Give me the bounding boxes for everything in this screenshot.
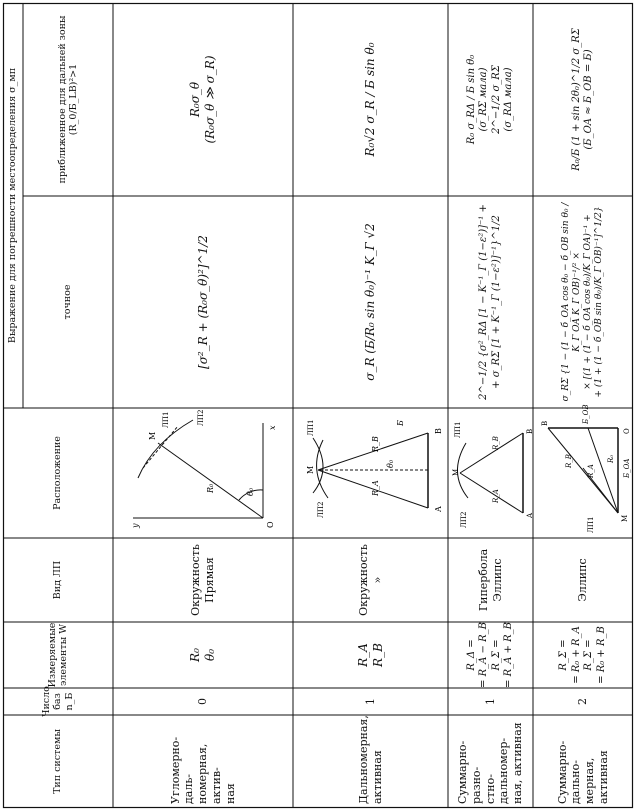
svg-text:B: B (526, 428, 534, 434)
svg-text:ЛП1: ЛП1 (454, 421, 462, 438)
row4-system-type: Суммарно-дально- мерная, активная (555, 740, 610, 804)
svg-text:x: x (268, 425, 277, 430)
row4-layout-diagram (533, 404, 633, 538)
row1-layout-diagram (113, 408, 293, 538)
svg-text:R₀: R₀ (607, 454, 615, 463)
header-approx: приближенное для дальней зоны (R_0/Б_LB)²>1 (56, 15, 79, 184)
row2-lp-type: Окружность » (356, 544, 384, 616)
svg-text:Б_OB: Б_OB (582, 404, 590, 424)
row2-num-bases: 1 (363, 698, 377, 705)
svg-text:θ₀: θ₀ (246, 487, 255, 496)
row4-num-bases: 2 (576, 698, 590, 705)
row3-approx-formula: R₀ σ_RΔ / Б sin θ₀ (σ_RΣ мала) 2^−1/2 σ_RΣ (σ_RΔ мала) (465, 54, 514, 145)
svg-text:Б_OA: Б_OA (623, 458, 631, 478)
row2-layout-diagram (293, 408, 448, 538)
row1-exact-formula: [σ²_R + (R₀σ_θ)²]^1/2 (195, 235, 210, 369)
header-layout: Расположение (52, 436, 64, 510)
svg-text:ЛП1: ЛП1 (162, 411, 170, 428)
row1-lp-type: Окружность Прямая (189, 544, 216, 616)
svg-text:R_B: R_B (565, 454, 573, 468)
row3-layout-diagram (448, 408, 533, 538)
row4-exact-formula: σ_RΣ {1 − (1 − б_OA cos θ₀ − б_OB sin θ₀ / K_Г OA K_Г OB)⁻¹/² × × [(1 + (1 − б_OA cos θ₀)/K_Г OA)⁻¹ + + (1 + (1 − б_OB sin θ₀)/K_Г OB)⁻¹]^1/2} (560, 202, 605, 402)
svg-text:A: A (526, 512, 534, 518)
svg-text:B: B (541, 420, 549, 426)
svg-text:R₀: R₀ (206, 483, 215, 493)
svg-text:O: O (266, 521, 275, 528)
svg-text:R_A: R_A (587, 464, 595, 478)
header-measured: Измеряемые элементы W (46, 622, 69, 688)
svg-text:ЛП2: ЛП2 (317, 501, 325, 518)
row2-system-type: Дальномерная, активная (356, 715, 384, 804)
header-system-type: Тип системы (52, 729, 64, 794)
svg-text:M: M (148, 431, 157, 440)
row4-lp-type: Эллипс (576, 558, 590, 602)
svg-text:ЛП2: ЛП2 (197, 409, 205, 426)
svg-text:M: M (306, 465, 315, 474)
svg-text:R_A: R_A (492, 489, 500, 503)
svg-text:M: M (621, 514, 629, 522)
row2-exact-formula: σ_R (Б/R₀ sin θ₀)⁻¹ K_Г √2 (363, 223, 377, 381)
svg-text:B: B (434, 428, 443, 434)
row2-measured: R_A R_B (355, 643, 385, 667)
svg-text:A: A (434, 506, 443, 512)
table (3, 3, 633, 808)
row1-measured: R₀ θ₀ (188, 648, 217, 662)
row1-num-bases: 0 (196, 698, 210, 705)
svg-text:ЛП2: ЛП2 (460, 511, 468, 528)
header-lp-type: Вид ЛП (52, 560, 64, 600)
svg-text:θ₀: θ₀ (386, 459, 395, 468)
header-exact: точное (62, 284, 74, 320)
row3-measured: R_Δ = = R_A − R_B R_Σ = = R_A + R_B (465, 622, 514, 688)
svg-text:R_B: R_B (492, 436, 500, 450)
svg-text:R_B: R_B (371, 436, 380, 452)
svg-text:Б: Б (396, 420, 405, 426)
row4-approx-formula: R₀/Б (1 + sin 2θ₀)^1/2 σ_RΣ (Б_OA ≈ Б_OB = Б) (570, 28, 594, 171)
row4-measured: R_Σ = = R₀ + R_A R_Σ = = R₀ + R_B (558, 626, 607, 684)
header-num-bases: Число баз n_Б (40, 686, 75, 717)
row3-lp-type: Гипербола Эллипс (476, 548, 504, 612)
row1-approx-formula: R₀σ_θ (R₀σ_θ ≫ σ_R) (188, 55, 217, 144)
header-expression-group: Выражение для погрешности местоопределения σ_мп (7, 67, 19, 344)
svg-text:ЛП1: ЛП1 (587, 516, 595, 533)
row1-system-type: Угломерно-даль- номерная, актив- ная (168, 736, 237, 804)
svg-text:M: M (452, 468, 460, 476)
row2-approx-formula: R₀√2 σ_R / Б sin θ₀ (363, 42, 377, 157)
svg-text:y: y (131, 523, 140, 528)
row3-num-bases: 1 (483, 698, 497, 705)
row3-system-type: Суммарно-разно- стно-дальномер- ная, активная (456, 722, 525, 804)
svg-text:ЛП1: ЛП1 (307, 419, 315, 436)
row3-exact-formula: 2^−1/2 {σ²_RΔ [1 − K⁻¹_Г (1−ε²)]⁻¹ + + σ_RΣ [1 + K⁻¹_Г (1−ε²)]⁻¹}^1/2 (478, 204, 502, 400)
svg-text:O: O (623, 428, 631, 434)
svg-text:R_A: R_A (371, 480, 380, 496)
